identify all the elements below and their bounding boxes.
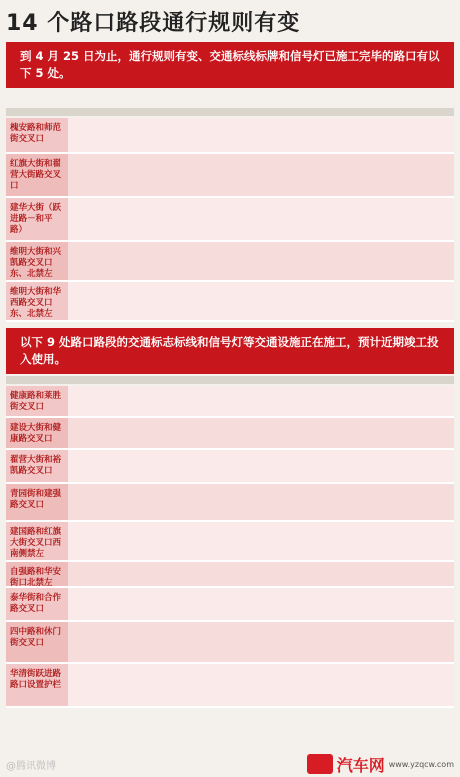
table-row [6,198,454,242]
row-label: 槐安路和师范街交叉口 [6,118,68,152]
row-desc [68,282,454,320]
table-row [6,242,454,282]
table-row [6,622,454,664]
divider [6,108,454,116]
watermark: @腾讯微博 [6,760,56,772]
page-title: 14 个路口路段通行规则有变 [6,11,301,36]
row-desc [68,242,454,280]
intro-banner-2: 以下 9 处路口路段的交通标志标线和信号灯等交通设施正在施工，预计近期竣工投入使用。 [6,328,454,374]
table-row [6,386,454,418]
row-label: 维明大街和华西路交叉口东、北禁左 [6,282,68,320]
row-label: 青园街和建强路交叉口 [6,484,68,520]
table-row [6,118,454,154]
table-row [6,588,454,622]
row-desc [68,118,454,152]
site-url: www.yzqcw.com [388,759,454,769]
row-desc [68,588,454,620]
row-desc [68,450,454,482]
row-label: 建华大街（跃进路－和平路） [6,198,68,240]
logo-text: 汽车网 [336,755,385,775]
row-desc [68,154,454,196]
intro-banner-1: 到 4 月 25 日为止，通行规则有变、交通标线标牌和信号灯已施工完毕的路口有以下 5 处。 [6,42,454,88]
table-row [6,154,454,198]
table-row [6,562,454,588]
row-label: 维明大街和兴凯路交叉口东、北禁左 [6,242,68,280]
row-label: 红旗大街和翟营大街路交叉口 [6,154,68,196]
car-logo-icon [307,754,333,774]
row-label: 建设大街和健康路交叉口 [6,418,68,448]
row-desc [68,198,454,240]
row-label: 自强路和华安街口北禁左 [6,562,68,586]
row-desc [68,484,454,520]
row-desc [68,418,454,448]
table-row [6,522,454,562]
footer [0,751,460,777]
table-section-2 [6,386,454,708]
row-desc [68,522,454,560]
table-row [6,664,454,708]
row-desc [68,386,454,416]
table-row [6,282,454,322]
site-logo [307,753,454,776]
table-row [6,418,454,450]
row-label: 建国路和红旗大街交叉口西南侧禁左 [6,522,68,560]
row-label: 四中路和休门街交叉口 [6,622,68,662]
row-desc [68,664,454,706]
row-label: 华清街跃进路路口设置护栏 [6,664,68,706]
row-label: 泰华街和合作路交叉口 [6,588,68,620]
row-desc [68,562,454,586]
row-label: 健康路和莱胜街交叉口 [6,386,68,416]
table-row [6,450,454,484]
table-row [6,484,454,522]
table-section-1 [6,118,454,322]
divider [6,376,454,384]
row-desc [68,622,454,662]
row-label: 翟营大街和裕凯路交叉口 [6,450,68,482]
